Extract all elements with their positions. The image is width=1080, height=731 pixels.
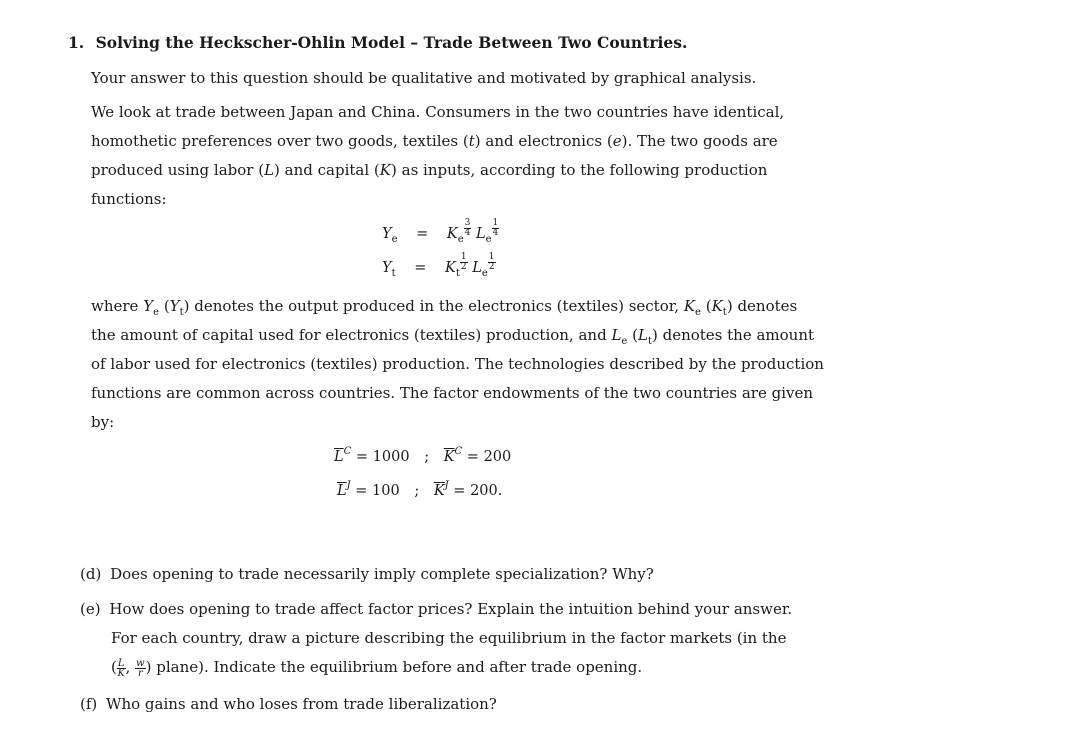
part-e-label: (e): [80, 600, 101, 618]
para1-line2: homothetic preferences over two goods, textiles (t) and electronics (e). The two goods are: [91, 132, 778, 150]
part-e-line3: ( $\frac{L}{K}$ , $\frac{w}{r}$ ) plane). Indicate the equilibrium before and after trade opening.: [111, 657, 643, 679]
para2-line4: functions are common across countries. The factor endowments of the two countries are given: [91, 384, 813, 402]
part-f-label: (f): [80, 695, 98, 713]
para2-line1: where $Y_e$ $(Y_t)$ denotes the output produced in the electronics (textiles) sector, $K_e$ $(K_t)$ denotes: [91, 297, 798, 318]
endowment-japan: $\overline{L}^J = 100$ ; $\overline{K}^J = 200$.: [337, 480, 503, 499]
question-title-text: Solving the Heckscher-Ohlin Model – Trade Between Two Countries.: [95, 33, 688, 52]
para2-line5: by:: [91, 413, 115, 431]
part-e: [80, 600, 792, 618]
part-e-text: How does opening to trade affect factor prices? Explain the intuition behind your answer.: [109, 600, 793, 618]
part-d: [80, 565, 654, 583]
part-f-text: Who gains and who loses from trade liberalization?: [106, 695, 497, 713]
part-e-line2: For each country, draw a picture describing the equilibrium in the factor markets (in the: [111, 629, 787, 647]
para1-line4: functions:: [91, 190, 167, 208]
question-title: [68, 34, 687, 52]
question-number: 1.: [68, 33, 85, 52]
para2-line2: the amount of capital used for electronics (textiles) production, and $L_e$ $(L_t)$ denotes the amount: [91, 326, 815, 347]
intro-text: Your answer to this question should be qualitative and motivated by graphical analysis.: [91, 69, 757, 87]
production-function-textiles: $Y_t = K_t$ $^{\frac{1}{2}}$ $L_e$ $^{\frac{1}{2}}$: [382, 252, 495, 279]
part-f: [80, 695, 497, 713]
para1-line3: produced using labor (L) and capital (K) as inputs, according to the following production: [91, 161, 768, 179]
para2-line3: of labor used for electronics (textiles) production. The technologies described by the production: [91, 355, 824, 373]
endowment-china: $\overline{L}^C = 1000$ ; $\overline{K}^C = 200$: [334, 446, 512, 465]
para1-line1: We look at trade between Japan and China. Consumers in the two countries have identical,: [91, 103, 785, 121]
production-function-electronics: $Y_e = K_e$ $^{\frac{3}{4}}$ $L_e$ $^{\frac{1}{4}}$: [382, 218, 499, 245]
part-d-label: (d): [80, 565, 102, 583]
part-d-text: Does opening to trade necessarily imply complete specialization? Why?: [110, 565, 654, 583]
